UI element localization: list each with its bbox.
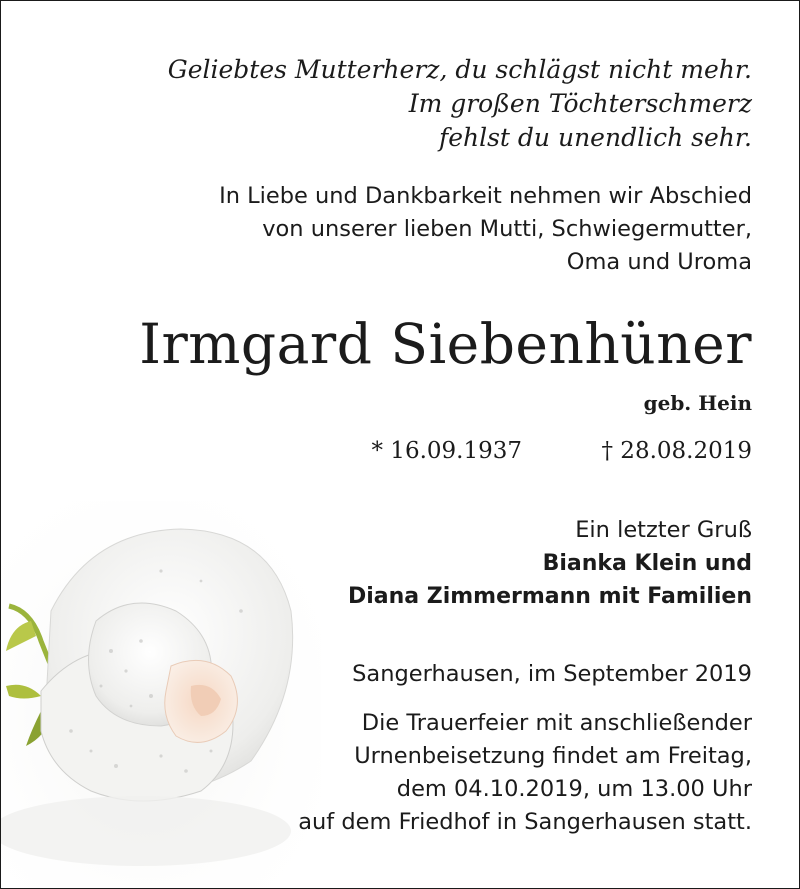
- maiden-name: geb. Hein: [643, 391, 752, 415]
- intro-line-3: Oma und Uroma: [566, 249, 752, 275]
- poem-line-3: fehlst du unendlich sehr.: [438, 123, 752, 152]
- mourner-line-2: Diana Zimmermann mit Familien: [347, 584, 752, 609]
- ceremony-line-3: dem 04.10.2019, um 13.00 Uhr: [396, 776, 752, 802]
- poem-line-1: Geliebtes Mutterherz, du schlägst nicht mehr.: [167, 55, 752, 84]
- deceased-name: Irmgard Siebenhüner: [139, 312, 752, 376]
- poem-line-2: Im großen Töchterschmerz: [408, 89, 752, 118]
- ceremony-line-2: Urnenbeisetzung findet am Freitag,: [354, 743, 752, 769]
- intro-line-2: von unserer lieben Mutti, Schwiegermutter,: [262, 216, 752, 242]
- death-date: † 28.08.2019: [601, 438, 752, 464]
- farewell-greeting: Ein letzter Gruß: [575, 517, 752, 543]
- white-rose-image: [1, 501, 321, 888]
- mourner-line-1: Bianka Klein und: [542, 551, 752, 576]
- intro-line-1: In Liebe und Dankbarkeit nehmen wir Abschied: [219, 183, 752, 209]
- ceremony-line-1: Die Trauerfeier mit anschließender: [361, 710, 752, 736]
- place-date: Sangerhausen, im September 2019: [352, 661, 752, 687]
- birth-date: * 16.09.1937: [371, 438, 522, 464]
- ceremony-line-4: auf dem Friedhof in Sangerhausen statt.: [298, 809, 752, 835]
